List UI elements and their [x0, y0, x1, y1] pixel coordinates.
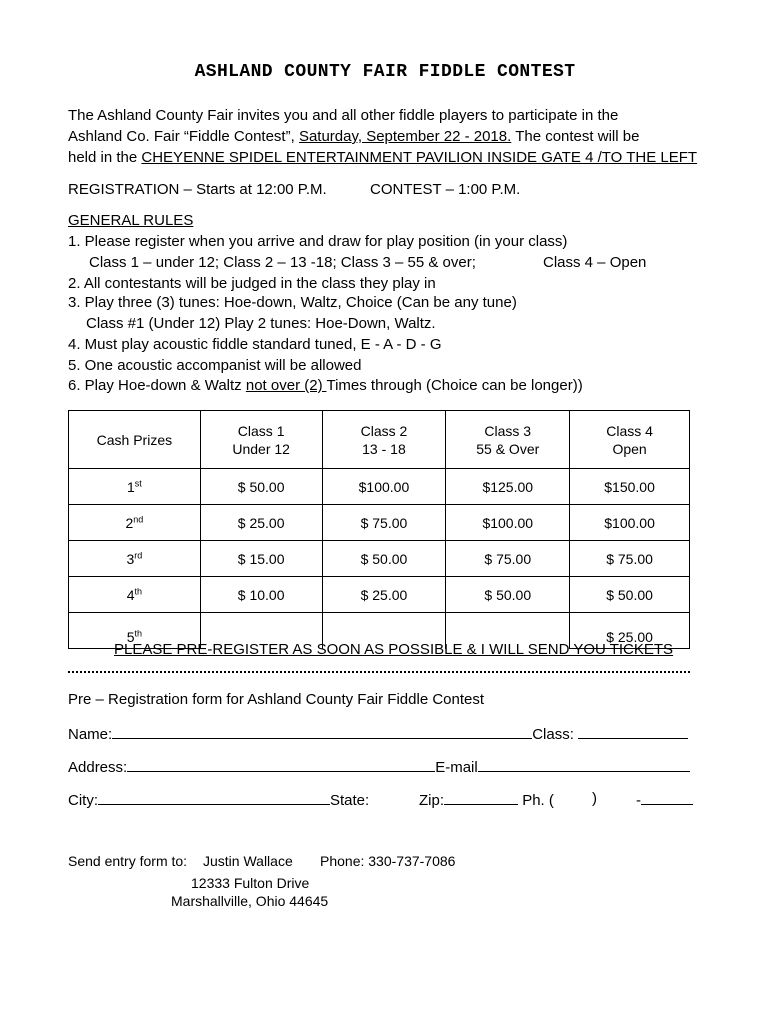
- rule-6-text-2: Times through (Choice can be longer)): [326, 377, 583, 394]
- intro-line-2: [68, 127, 639, 147]
- name-row: [68, 723, 688, 745]
- prize-table: [68, 410, 690, 649]
- state-label: State:: [330, 792, 370, 809]
- place-cell: 2nd: [69, 505, 201, 541]
- table-row: [69, 577, 690, 613]
- prize-header-row: [69, 411, 690, 469]
- form-heading: Pre – Registration form for Ashland County Fair Fiddle Contest: [68, 691, 485, 708]
- phone-field[interactable]: [641, 789, 693, 805]
- prize-cell: $125.00: [446, 469, 570, 505]
- send-contact-name: Justin Wallace: [203, 853, 293, 869]
- prize-cell: $150.00: [570, 469, 690, 505]
- class-3-header: Class 3 55 & Over: [446, 411, 570, 469]
- class-label: Class:: [532, 726, 574, 743]
- cut-line-divider: [68, 667, 690, 673]
- rule-6-text: 6. Play Hoe-down & Waltz: [68, 377, 246, 394]
- prize-cell: $ 75.00: [322, 505, 446, 541]
- city-label: City:: [68, 792, 98, 809]
- prize-cell: $100.00: [322, 469, 446, 505]
- prize-cell: $ 10.00: [200, 577, 322, 613]
- place-cell: 5th: [69, 613, 201, 649]
- zip-field[interactable]: [444, 789, 518, 805]
- page-title: ASHLAND COUNTY FAIR FIDDLE CONTEST: [194, 62, 576, 82]
- rule-6: [68, 376, 583, 396]
- phone-label: Ph. (: [522, 792, 554, 809]
- class-1-header: Class 1 Under 12: [200, 411, 322, 469]
- place-cell: 4th: [69, 577, 201, 613]
- send-label: Send entry form to:: [68, 853, 188, 869]
- address-field[interactable]: [127, 756, 435, 772]
- intro-text: Ashland Co. Fair “Fiddle Contest”,: [68, 128, 299, 145]
- prize-cell: $ 15.00: [200, 541, 322, 577]
- contest-date: Saturday, September 22 - 2018.: [298, 128, 512, 145]
- table-row: [69, 469, 690, 505]
- city-field[interactable]: [98, 789, 330, 805]
- rule-4: 4. Must play acoustic fiddle standard tuned, E - A - D - G: [68, 336, 442, 353]
- prize-cell: $ 50.00: [570, 577, 690, 613]
- email-label: E-mail: [435, 759, 478, 776]
- prize-cell: $100.00: [446, 505, 570, 541]
- prize-cell: $ 50.00: [200, 469, 322, 505]
- prize-cell: $ 25.00: [570, 613, 690, 649]
- rule-2: 2. All contestants will be judged in the class they play in: [68, 275, 436, 292]
- address-label: Address:: [68, 759, 128, 776]
- email-field[interactable]: [478, 756, 690, 772]
- class-4-header: Class 4 Open: [570, 411, 690, 469]
- rule-1: 1. Please register when you arrive and draw for play position (in your class): [68, 233, 568, 250]
- prize-cell: $ 25.00: [322, 577, 446, 613]
- prize-cell: $ 50.00: [322, 541, 446, 577]
- name-label: Name:: [68, 726, 113, 743]
- rule-1-class-4: Class 4 – Open: [543, 254, 647, 271]
- intro-text-3: held in the: [68, 149, 142, 166]
- contest-location: CHEYENNE SPIDEL ENTERTAINMENT PAVILION INSIDE GATE 4 /TO THE LEFT: [141, 149, 698, 166]
- rules-heading: GENERAL RULES: [68, 212, 194, 229]
- rule-3: 3. Play three (3) tunes: Hoe-down, Waltz, Choice (Can be any tune): [68, 294, 517, 311]
- rule-1-classes: Class 1 – under 12; Class 2 – 13 -18; Class 3 – 55 & over;: [89, 254, 476, 271]
- prize-cell: $ 75.00: [570, 541, 690, 577]
- intro-line-1: The Ashland County Fair invites you and all other fiddle players to participate in the: [68, 107, 619, 124]
- class-2-header: Class 2 13 - 18: [322, 411, 446, 469]
- prize-cell: $ 50.00: [446, 577, 570, 613]
- preregister-notice: PLEASE PRE-REGISTER AS SOON AS POSSIBLE & I WILL SEND YOU TICKETS: [114, 641, 674, 658]
- zip-group: [419, 789, 554, 811]
- place-cell: 3rd: [69, 541, 201, 577]
- rule-5: 5. One acoustic accompanist will be allowed: [68, 357, 362, 374]
- registration-time: REGISTRATION – Starts at 12:00 P.M.: [68, 181, 327, 198]
- send-city: Marshallville, Ohio 44645: [171, 893, 329, 909]
- place-cell: 1st: [69, 469, 201, 505]
- phone-close: ): [592, 790, 597, 807]
- table-row: [69, 505, 690, 541]
- name-field[interactable]: [112, 723, 532, 739]
- phone-dash: -: [636, 792, 641, 809]
- city-row: [68, 789, 369, 811]
- send-street: 12333 Fulton Drive: [191, 875, 310, 891]
- prize-cell: $ 75.00: [446, 541, 570, 577]
- prize-cell: $100.00: [570, 505, 690, 541]
- table-row: [69, 541, 690, 577]
- intro-line-3: [68, 148, 697, 168]
- zip-label: Zip:: [419, 792, 445, 809]
- send-phone: Phone: 330-737-7086: [320, 853, 456, 869]
- phone-dash-group: [636, 789, 693, 811]
- prize-cell: $ 25.00: [200, 505, 322, 541]
- rule-6-limit: not over (2): [245, 377, 327, 394]
- class-field[interactable]: [578, 723, 688, 739]
- intro-text-2: The contest will be: [511, 128, 640, 145]
- address-row: [68, 756, 690, 778]
- rule-3-sub: Class #1 (Under 12) Play 2 tunes: Hoe-Down, Waltz.: [86, 315, 436, 332]
- cash-prizes-header: Cash Prizes: [69, 411, 201, 469]
- contest-time: CONTEST – 1:00 P.M.: [370, 181, 521, 198]
